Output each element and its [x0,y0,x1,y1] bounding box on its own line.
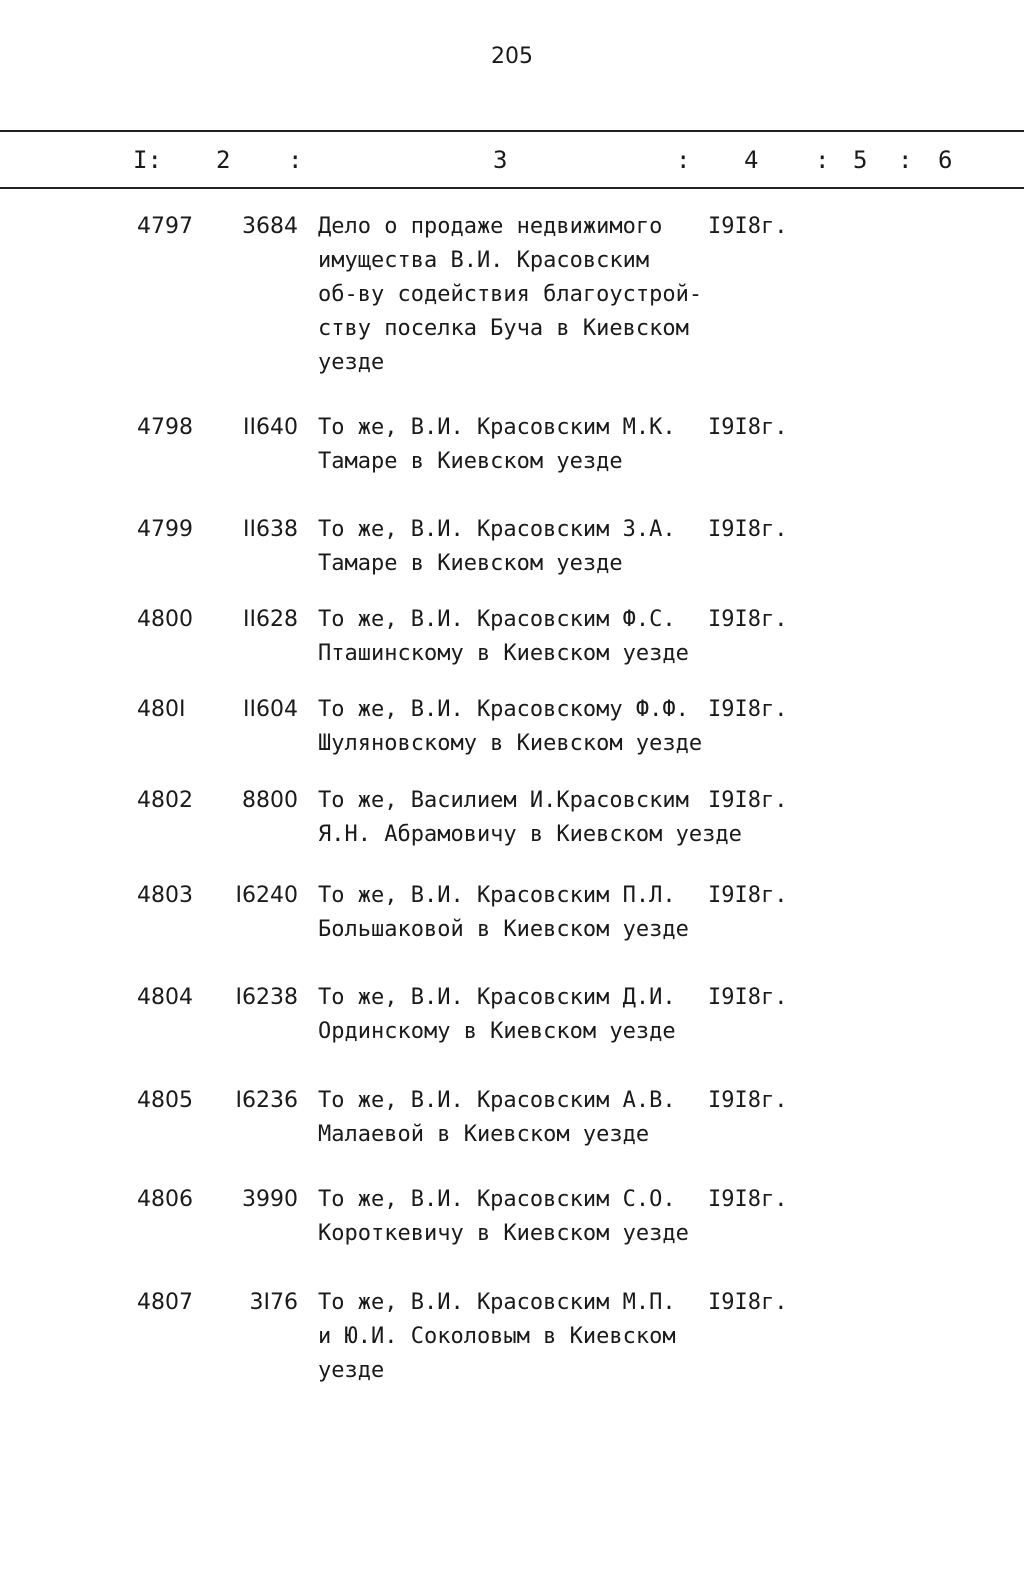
description-line: То же, В.И. Красовским А.В. [318,1088,676,1113]
description-line: То же, В.И. Красовским Ф.С. [318,607,676,632]
description-line: уезде [318,1358,385,1383]
record-description [318,981,718,1049]
record-year: I9I8г. [708,214,788,239]
description-line: То же, В.И. Красовским С.О. [318,1187,676,1212]
record-description [318,411,718,479]
record-description [318,513,718,581]
page-number: 205 [491,44,533,69]
record-description [318,693,718,761]
record-code: II604 [243,697,298,722]
record-year: I9I8г. [708,1088,788,1113]
description-line: То же, В.И. Красовским М.К. [318,415,676,440]
record-number: 4806 [137,1187,193,1212]
record-number: 4799 [137,517,193,542]
record-year: I9I8г. [708,883,788,908]
col-header-4: 4 [744,146,759,174]
description-line: То же, Василием И.Красовским [318,788,689,813]
header-rule-bottom [0,187,1024,189]
record-number: 4805 [137,1088,193,1113]
description-line: То же, В.И. Красовским З.А. [318,517,676,542]
record-number: 480I [137,697,186,722]
record-description [318,784,742,852]
record-code: II628 [243,607,298,632]
description-line: ству поселка Буча в Киевском [318,316,689,341]
description-line: Короткевичу в Киевском уезде [318,1221,689,1246]
record-code: 3684 [242,214,298,239]
record-year: I9I8г. [708,1187,788,1212]
record-code: 8800 [242,788,298,813]
record-code: II640 [243,415,298,440]
record-description [318,1183,718,1251]
record-number: 4797 [137,214,193,239]
description-line: Большаковой в Киевском уезде [318,917,689,942]
record-code: I6238 [235,985,298,1010]
record-year: I9I8г. [708,517,788,542]
description-line: То же, В.И. Красовским П.Л. [318,883,676,908]
record-description [318,879,718,947]
record-code: 3I76 [249,1290,298,1315]
description-line: Шуляновскому в Киевском уезде [318,731,703,756]
record-description [318,1286,718,1388]
record-year: I9I8г. [708,697,788,722]
col-separator: : [288,146,303,174]
header-rule-top [0,130,1024,132]
description-line: и Ю.И. Соколовым в Киевском [318,1324,676,1349]
record-description [318,1084,718,1152]
description-line: Ординскому в Киевском уезде [318,1019,676,1044]
record-number: 4798 [137,415,193,440]
record-code: II638 [243,517,298,542]
record-number: 4803 [137,883,193,908]
col-separator: : [676,146,691,174]
description-line: То же, В.И. Красовскому Ф.Ф. [318,697,689,722]
record-code: 3990 [242,1187,298,1212]
record-year: I9I8г. [708,1290,788,1315]
description-line: Дело о продаже недвижимого [318,214,663,239]
description-line: имущества В.И. Красовским [318,248,650,273]
record-year: I9I8г. [708,415,788,440]
col-header-1: I: [133,146,162,174]
col-header-2: 2 [216,146,231,174]
record-number: 4807 [137,1290,193,1315]
description-line: Тамаре в Киевском уезде [318,449,623,474]
col-header-5: 5 [853,146,868,174]
record-description [318,603,718,671]
record-description [318,210,718,380]
record-year: I9I8г. [708,607,788,632]
col-header-3: 3 [493,146,508,174]
record-number: 4804 [137,985,193,1010]
record-number: 4802 [137,788,193,813]
description-line: уезде [318,350,385,375]
description-line: Малаевой в Киевском уезде [318,1122,650,1147]
record-number: 4800 [137,607,193,632]
description-line: Пташинскому в Киевском уезде [318,641,689,666]
col-separator: : [815,146,830,174]
description-line: об-ву содействия благоустрой- [318,282,703,307]
record-year: I9I8г. [708,788,788,813]
description-line: Тамаре в Киевском уезде [318,551,623,576]
record-year: I9I8г. [708,985,788,1010]
record-code: I6236 [235,1088,298,1113]
description-line: То же, В.И. Красовским Д.И. [318,985,676,1010]
record-code: I6240 [235,883,298,908]
col-separator: : [898,146,913,174]
column-header-row [0,146,1024,176]
col-header-6: 6 [938,146,953,174]
description-line: Я.Н. Абрамовичу в Киевском уезде [318,822,742,847]
description-line: То же, В.И. Красовским М.П. [318,1290,676,1315]
